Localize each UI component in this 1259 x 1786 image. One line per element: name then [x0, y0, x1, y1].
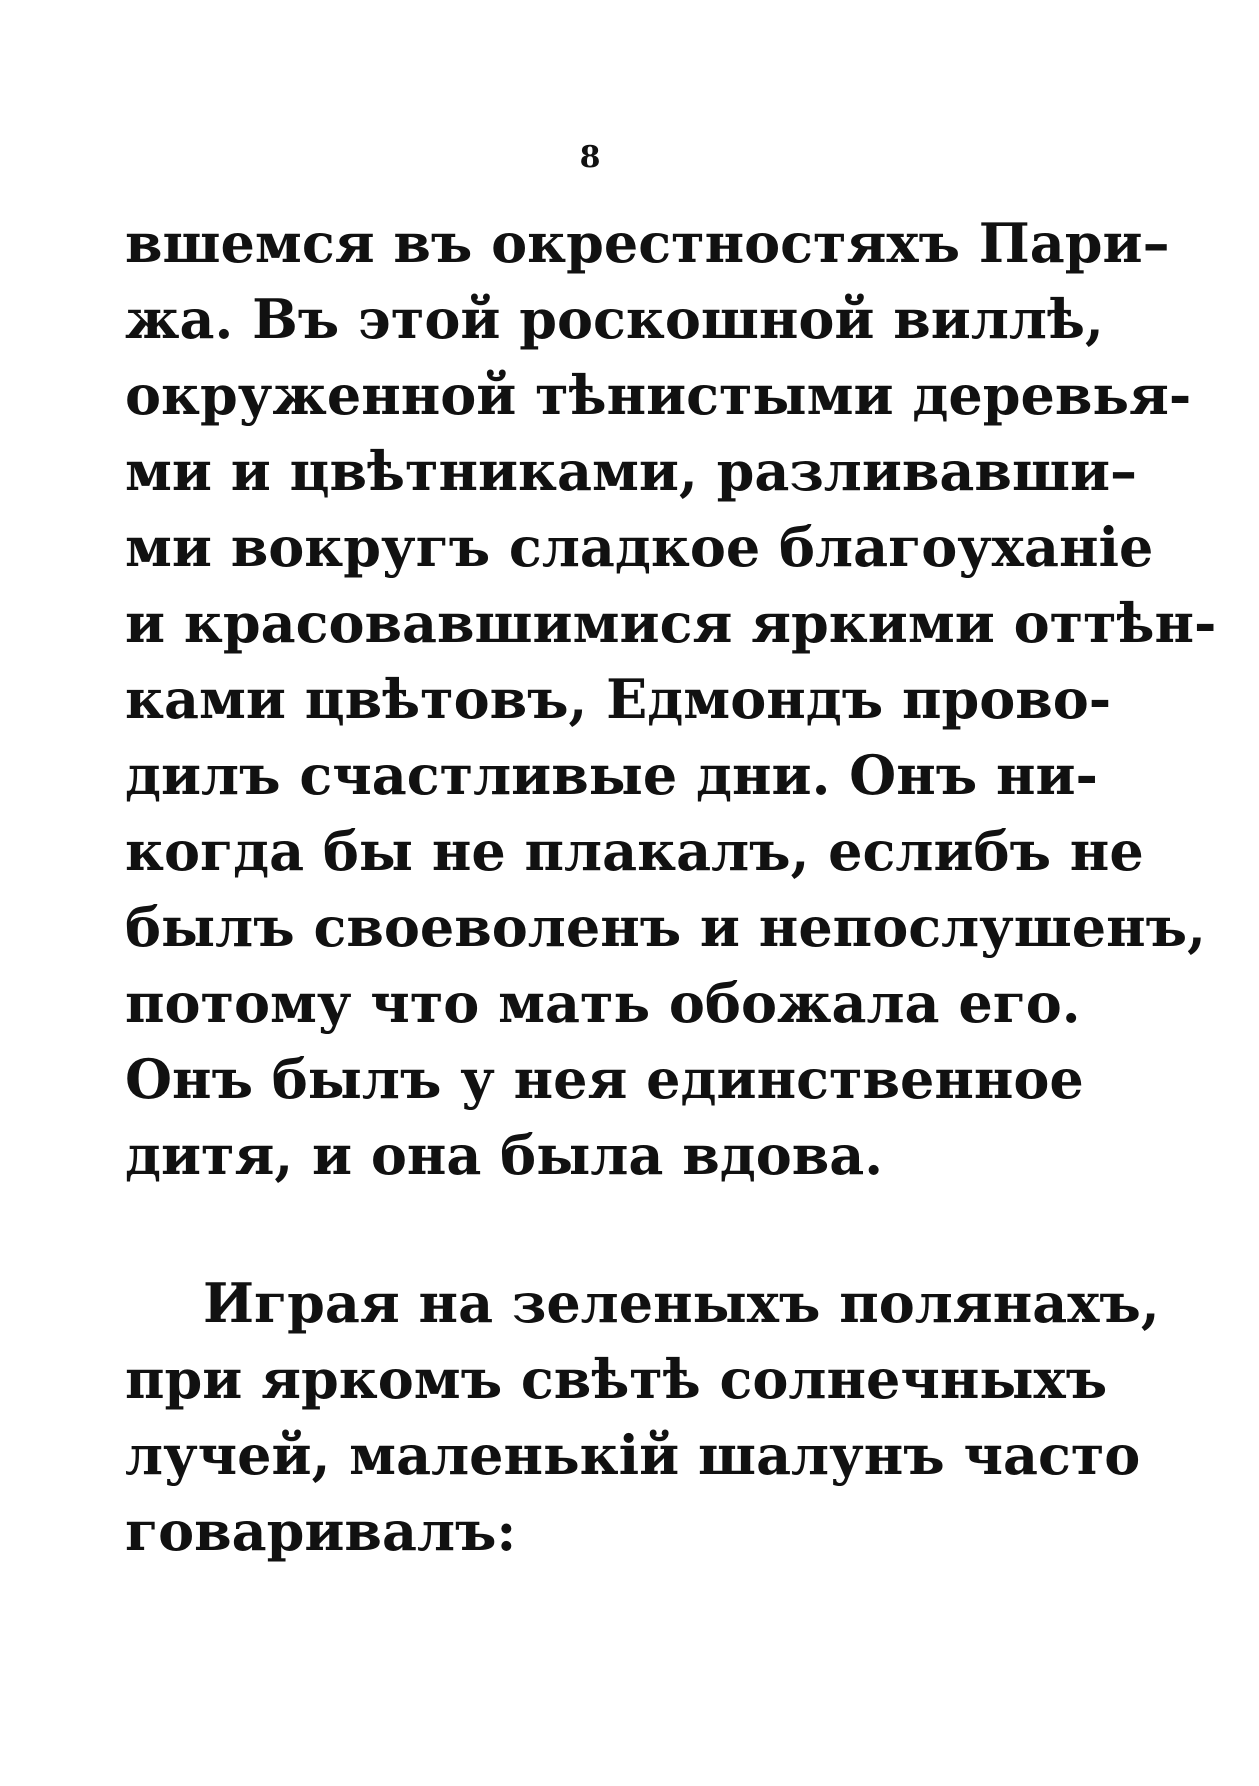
- paragraph-2: [125, 1265, 1160, 1569]
- text-line: при яркомъ свѣтѣ солнечныхъ: [125, 1347, 1108, 1411]
- text-line: Играя на зеленыхъ полянахъ,: [203, 1271, 1160, 1335]
- text-line: говаривалъ:: [125, 1499, 517, 1563]
- text-line: ми и цвѣтниками, разливавши–: [125, 439, 1138, 503]
- text-line: дилъ счастливые дни. Онъ ни-: [125, 743, 1098, 807]
- text-line: дитя, и она была вдова.: [125, 1123, 884, 1187]
- paragraph-1: [125, 205, 1217, 1193]
- text-line: Онъ былъ у нея единственное: [125, 1047, 1084, 1111]
- text-line: жа. Въ этой роскошной виллѣ,: [125, 287, 1104, 351]
- text-line: потому что мать обожала его.: [125, 971, 1081, 1035]
- text-line: и красовавшимися яркими оттѣн-: [125, 591, 1217, 655]
- page-number: 8: [579, 140, 601, 175]
- text-line: вшемся въ окрестностяхъ Пари–: [125, 211, 1170, 275]
- text-line: когда бы не плакалъ, еслибъ не: [125, 819, 1144, 883]
- text-line: лучей, маленькій шалунъ часто: [125, 1423, 1141, 1487]
- text-line: ми вокругъ сладкое благоуханіе: [125, 515, 1154, 579]
- text-line: окруженной тѣнистыми деревья-: [125, 363, 1192, 427]
- text-line: ками цвѣтовъ, Едмондъ прово-: [125, 667, 1112, 731]
- text-line: былъ своеволенъ и непослушенъ,: [125, 895, 1206, 959]
